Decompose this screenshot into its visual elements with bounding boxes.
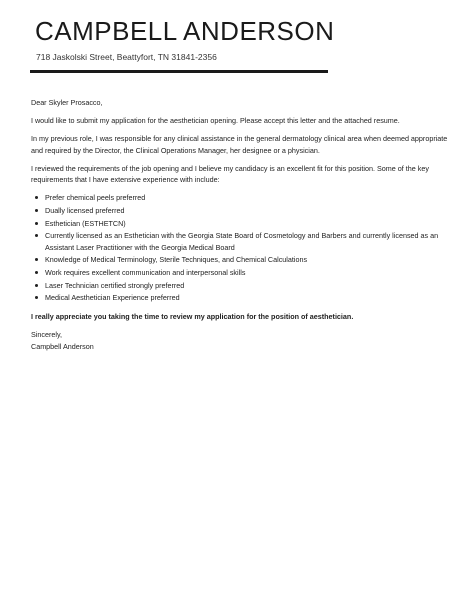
closing-statement: I really appreciate you taking the time to review my application for the position of aesthetician. [31,311,354,321]
list-item: Work requires excellent communication and interpersonal skills [45,267,451,278]
list-item: Dually licensed preferred [45,205,451,216]
list-item: Laser Technician certified strongly preferred [45,280,451,291]
header-divider [30,70,328,73]
closing-block [31,329,451,352]
applicant-name: CAMPBELL ANDERSON [35,16,335,46]
applicant-address: 718 Jaskolski Street, Beattyfort, TN 31841-2356 [36,52,217,62]
list-item: Esthetician (ESTHETCN) [45,218,451,229]
list-item: Medical Aesthetician Experience preferred [45,292,451,303]
signoff: Sincerely, [31,329,63,339]
list-item: Prefer chemical peels preferred [45,192,451,203]
list-item: Knowledge of Medical Terminology, Sterile Techniques, and Chemical Calculations [45,254,451,265]
letter-body [31,97,451,353]
requirements-intro-paragraph: I reviewed the requirements of the job opening and I believe my candidacy is an excellent fit for this position. Some of the key requirements that I have extensive experience with include: [31,163,429,185]
signature-name: Campbell Anderson [31,341,94,351]
list-item: Currently licensed as an Esthetician with the Georgia State Board of Cosmetology and Barbers and currently licensed as an Assistant Laser Practitioner with the Georgia Medical Board [45,230,451,252]
requirements-list [31,192,451,303]
intro-paragraph: I would like to submit my application for the aesthetician opening. Please accept this letter and the attached resume. [31,116,400,126]
salutation: Dear Skyler Prosacco, [31,98,103,107]
experience-paragraph: In my previous role, I was responsible for any clinical assistance in the general dermatology clinical area when deemed appropriate and required by the Director, the Clinical Operations Manager, her designee or a physician. [31,134,448,155]
